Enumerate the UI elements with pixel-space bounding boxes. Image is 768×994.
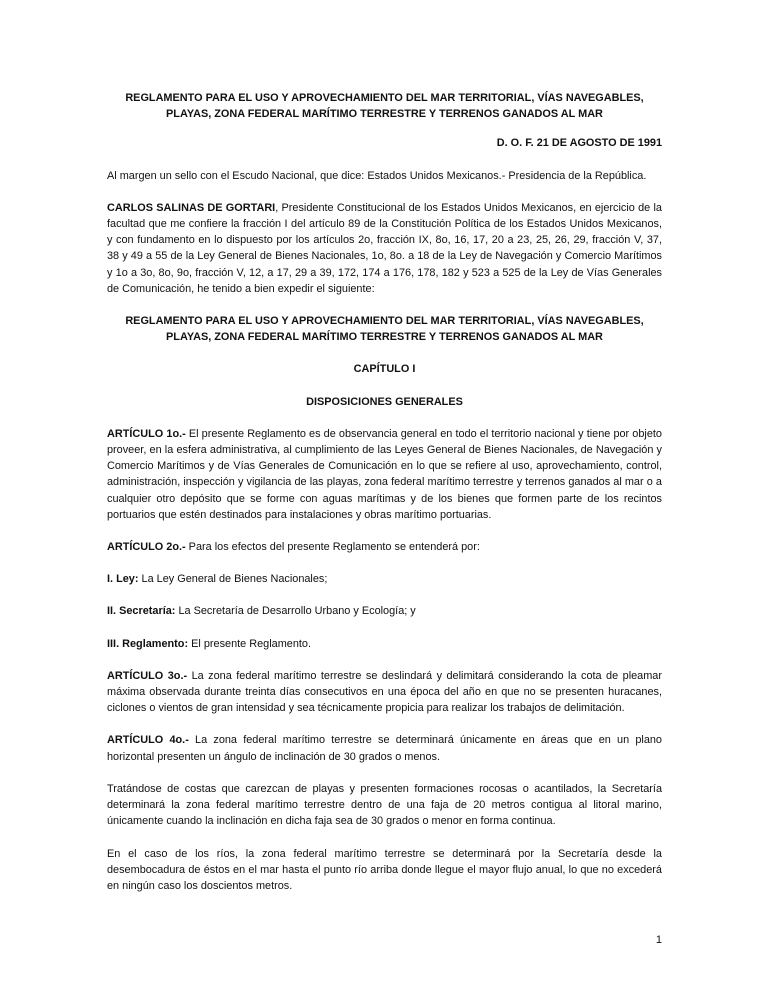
chapter-heading: CAPÍTULO I [353,363,416,376]
article-4 [107,732,662,764]
article-2 [107,539,662,555]
fraction-iii [107,636,662,652]
fraction-i-label: I. Ley: [107,573,139,586]
document-title: REGLAMENTO PARA EL USO Y APROVECHAMIENTO DEL MAR TERRITORIAL, VÍAS NAVEGABLES, PLAYAS, ZONA FEDERAL MARÍTIMO TERRESTRE Y TERRENOS GANADOS AL MAR [125,92,644,121]
article-1-text: El presente Reglamento es de observancia general en todo el territorio nacional y tiene por objeto proveer, en la esfera administrativa, al cumplimiento de las Leyes General de Bienes Nacionales, de Navegación y Comercio Marítimos y de Vías Generales de Comunicación en lo que se refiere al uso, aprovechamiento, control, administración, inspección y vigilancia de las playas, zona federal marítimo terrestre y terrenos ganados al mar o a cualquier otro depósito que se forme con aguas marítimas y de los bienes que formen parte de los recintos portuarios que estén destinados para instalaciones y obras marítimo portuarias. [107,427,662,521]
fraction-iii-text: El presente Reglamento. [188,637,311,650]
chapter-title: DISPOSICIONES GENERALES [306,395,463,408]
article-3 [107,668,662,717]
fraction-ii-text: La Secretaría de Desarrollo Urbano y Ecología; y [175,605,416,618]
article-2-label: ARTÍCULO 2o.- [107,541,186,554]
fraction-i-text: La Ley General de Bienes Nacionales; [138,573,328,586]
article-1 [107,426,662,523]
fraction-i [107,571,662,587]
preamble-text: , Presidente Constitucional de los Estados Unidos Mexicanos, en ejercicio de la facultad que me confiere la fracción I del artículo 89 de la Constitución Política de los Estados Unidos Mexicanos, y con fundamento en lo dispuesto por los artículos 2o, fracción IX, 8o, 16, 17, 20 a 23, 25, 26, 29, fracción V, 37, 38 y 49 a 55 de la Ley General de Bienes Nacionales, 1o, 8o. a 18 de la Ley de Navegación y Comercio Marítimos y 1o a 3o, 8o, 9o, fracción V, 12, a 17, 29 a 39, 172, 174 a 176, 178, 182 y 523 a 525 de la Ley de Vías Generales de Comunicación, he tenido a bien expedir el siguiente: [107,201,662,295]
document-title-repeat: REGLAMENTO PARA EL USO Y APROVECHAMIENTO DEL MAR TERRITORIAL, VÍAS NAVEGABLES, PLAYAS, ZONA FEDERAL MARÍTIMO TERRESTRE Y TERRENOS GANADOS AL MAR [125,315,644,344]
margin-note-paragraph: Al margen un sello con el Escudo Nacional, que dice: Estados Unidos Mexicanos.- Presidencia de la República. [107,169,647,182]
fraction-iii-label: III. Reglamento: [107,637,189,650]
article-4-paragraph-2: Tratándose de costas que carezcan de playas y presenten formaciones rocosas o acantilados, la Secretaría determinará la zona federal marítimo terrestre dentro de una faja de 20 metros contigua al litoral marino, únicamente cuando la inclinación en dicha faja sea de 30 grados o menor en forma continua. [107,782,662,828]
article-4-text: La zona federal marítimo terrestre se determinará únicamente en áreas que en un plano horizontal presenten un ángulo de inclinación de 30 grados o menos. [107,734,662,763]
president-name: CARLOS SALINAS DE GORTARI [107,201,276,214]
article-2-text: Para los efectos del presente Reglamento se entenderá por: [185,541,480,554]
document-body [107,85,662,894]
fraction-ii-label: II. Secretaría: [107,605,176,618]
article-4-label: ARTÍCULO 4o.- [107,734,189,747]
fraction-ii [107,603,662,619]
preamble-paragraph [107,200,662,297]
article-1-label: ARTÍCULO 1o.- [107,427,186,440]
dof-date-line: D. O. F. 21 DE AGOSTO DE 1991 [496,137,662,150]
page-number: 1 [655,934,662,946]
article-3-label: ARTÍCULO 3o.- [107,669,188,682]
article-4-paragraph-3: En el caso de los ríos, la zona federal marítimo terrestre se determinará por la Secretaría desde la desembocadura de éstos en el mar hasta el punto río arriba donde llegue el mayor flujo anual, lo que no excederá en ningún caso los doscientos metros. [107,847,662,892]
article-3-text: La zona federal marítimo terrestre se deslindará y delimitará considerando la cota de pleamar máxima observada durante treinta días consecutivos en una época del año en que no se presenten huracanes, ciclones o vientos de gran intensidad y sea técnicamente propicia para realizar los trabajos de delimitación. [107,669,662,715]
